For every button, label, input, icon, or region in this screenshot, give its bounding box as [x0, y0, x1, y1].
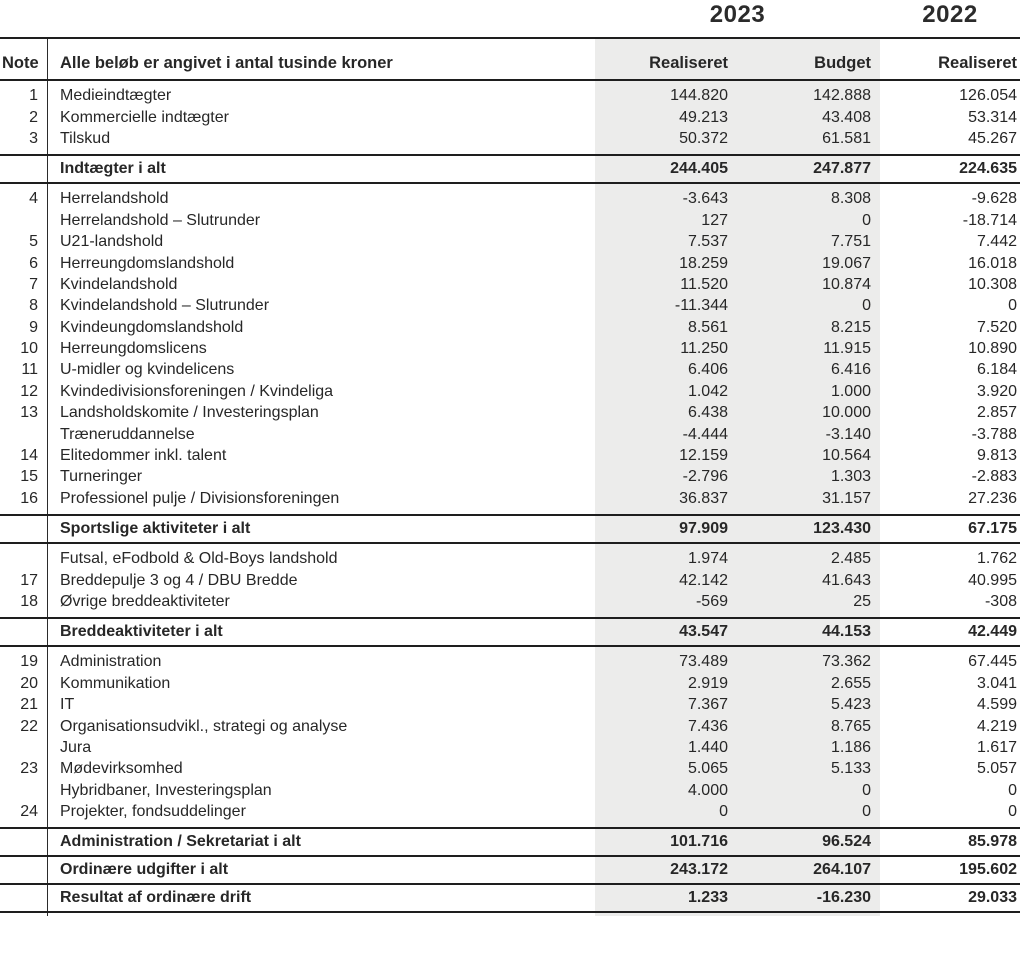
- budget-2023-value: 19.067: [822, 254, 871, 272]
- row-label: Projekter, fondsuddelinger: [60, 803, 246, 821]
- realiseret-2022-value: 195.602: [959, 861, 1017, 879]
- realiseret-2023-value: 1.974: [687, 550, 728, 568]
- realiseret-2022-value: 53.314: [968, 108, 1017, 126]
- row-label: Herrelandshold – Slutrunder: [60, 211, 261, 229]
- table-row: [0, 591, 1020, 612]
- realiseret-2022-value: 7.442: [976, 233, 1017, 251]
- table-row: [0, 154, 1020, 184]
- table-row: [0, 381, 1020, 402]
- row-label: Indtægter i alt: [60, 160, 166, 178]
- realiseret-2023-value: 6.438: [687, 404, 728, 422]
- row-label: Breddepulje 3 og 4 / DBU Bredde: [60, 571, 298, 589]
- realiseret-2022-value: 3.920: [976, 382, 1017, 400]
- realiseret-2023-value: 11.250: [680, 340, 728, 358]
- row-label: Breddeaktiviteter i alt: [60, 623, 223, 641]
- row-label: Resultat af ordinære drift: [60, 889, 252, 907]
- realiseret-2022-value: 1.762: [976, 550, 1017, 568]
- realiseret-2023-value: -4.444: [682, 425, 728, 443]
- row-label: Administration / Sekretariat i alt: [60, 833, 301, 851]
- table-row: [0, 827, 1020, 857]
- table-row: [0, 673, 1020, 694]
- table-row: [0, 780, 1020, 801]
- realiseret-2022-value: 126.054: [959, 87, 1017, 105]
- realiseret-2022-value: 67.175: [968, 520, 1017, 538]
- note-number: 22: [20, 717, 38, 735]
- realiseret-2023-value: 101.716: [670, 833, 728, 851]
- realiseret-2023-value: -11.344: [674, 297, 728, 315]
- realiseret-2022-value: 1.617: [976, 738, 1017, 756]
- realiseret-2023-value: 1.042: [687, 382, 728, 400]
- table-row: [0, 514, 1020, 544]
- realiseret-2022-value: 9.813: [976, 447, 1017, 465]
- realiseret-2023-value: 36.837: [679, 489, 728, 507]
- budget-2023-value: 5.423: [830, 696, 871, 714]
- budget-2023-value: 10.874: [822, 275, 871, 293]
- budget-2023-value: 2.655: [830, 674, 871, 692]
- table-row: [0, 253, 1020, 274]
- note-number: 13: [20, 404, 38, 422]
- row-label: Ordinære udgifter i alt: [60, 861, 229, 879]
- realiseret-2022-value: -3.788: [971, 425, 1017, 443]
- row-label: Kvindelandshold – Slutrunder: [60, 297, 270, 315]
- table-row: [0, 549, 1020, 570]
- budget-2023-value: 264.107: [813, 861, 871, 879]
- realiseret-2022-value: 45.267: [968, 129, 1017, 147]
- realiseret-2023-value: 6.406: [687, 361, 728, 379]
- budget-2023-value: 8.765: [830, 717, 871, 735]
- budget-2023-value: 7.751: [830, 233, 871, 251]
- realiseret-2022-value: 0: [1008, 297, 1017, 315]
- budget-2023-value: 123.430: [813, 520, 871, 538]
- table-row: [0, 737, 1020, 758]
- realiseret-2022-value: 10.890: [968, 340, 1017, 358]
- note-number: 16: [20, 489, 38, 507]
- budget-2023-value: 8.308: [830, 190, 871, 208]
- realiseret-2022-value: 0: [1008, 781, 1017, 799]
- table-row: [0, 231, 1020, 252]
- table-row: [0, 855, 1020, 885]
- budget-2023-value: 44.153: [822, 623, 871, 641]
- table-row: [0, 716, 1020, 737]
- realiseret-2022-value: -9.628: [971, 190, 1017, 208]
- table-row: [0, 296, 1020, 317]
- realiseret-2023-value: 12.159: [679, 447, 728, 465]
- table-row: [0, 317, 1020, 338]
- col-header-realiseret-2023: Realiseret: [649, 54, 728, 72]
- budget-2023-value: 96.524: [822, 833, 871, 851]
- row-label: Futsal, eFodbold & Old-Boys landshold: [60, 550, 338, 568]
- realiseret-2023-value: 0: [719, 803, 728, 821]
- budget-2023-value: 1.303: [830, 468, 871, 486]
- realiseret-2023-value: 43.547: [679, 623, 728, 641]
- note-number: 11: [21, 361, 38, 379]
- table-row: [0, 652, 1020, 673]
- realiseret-2023-value: -569: [695, 593, 728, 610]
- row-label: Øvrige breddeaktiviteter: [60, 593, 230, 610]
- row-label: Sportslige aktiviteter i alt: [60, 520, 251, 538]
- realiseret-2023-value: 7.367: [687, 696, 728, 714]
- budget-table: [0, 37, 1020, 913]
- budget-2023-value: 1.000: [830, 382, 871, 400]
- note-number: 18: [20, 593, 38, 610]
- realiseret-2023-value: 1.440: [687, 738, 728, 756]
- table-row: [0, 617, 1020, 647]
- row-label: IT: [60, 696, 75, 714]
- budget-2023-value: 73.362: [822, 653, 871, 671]
- row-label: Elitedommer inkl. talent: [60, 447, 227, 465]
- budget-2023-value: 5.133: [830, 760, 871, 778]
- realiseret-2023-value: 8.561: [687, 318, 728, 336]
- realiseret-2022-value: 7.520: [976, 318, 1017, 336]
- table-row: [0, 467, 1020, 488]
- row-label: Hybridbaner, Investeringsplan: [60, 781, 272, 799]
- realiseret-2022-value: 16.018: [968, 254, 1017, 272]
- table-row: [0, 338, 1020, 359]
- realiseret-2022-value: 224.635: [959, 160, 1017, 178]
- realiseret-2022-value: 0: [1008, 803, 1017, 821]
- realiseret-2023-value: 4.000: [687, 781, 728, 799]
- note-number: 23: [20, 760, 38, 778]
- table-row: [0, 883, 1020, 913]
- row-label: Landsholdskomite / Investeringsplan: [60, 404, 319, 422]
- note-number: 7: [29, 275, 38, 293]
- budget-2023-value: 6.416: [830, 361, 871, 379]
- table-row: [0, 128, 1020, 149]
- row-label: Turneringer: [60, 468, 143, 486]
- table-row: [0, 189, 1020, 210]
- note-number: 8: [29, 297, 38, 315]
- row-label: Herrelandshold: [60, 190, 169, 208]
- realiseret-2023-value: 11.520: [680, 275, 728, 293]
- note-number: 2: [29, 108, 38, 126]
- table-body: [0, 86, 1020, 914]
- note-number: 24: [20, 803, 38, 821]
- realiseret-2022-value: 85.978: [968, 833, 1017, 851]
- table-row: [0, 86, 1020, 107]
- realiseret-2022-value: 2.857: [976, 404, 1017, 422]
- budget-2023-value: 142.888: [813, 87, 871, 105]
- note-number: 10: [20, 340, 38, 358]
- row-label: Administration: [60, 653, 162, 671]
- realiseret-2022-value: 67.445: [968, 653, 1017, 671]
- row-label: Kommunikation: [60, 674, 171, 692]
- realiseret-2023-value: 244.405: [670, 160, 728, 178]
- realiseret-2022-value: 4.219: [976, 717, 1017, 735]
- budget-2023-value: 0: [862, 297, 871, 315]
- realiseret-2022-value: 5.057: [976, 760, 1017, 778]
- year-header-2023: 2023: [709, 1, 766, 28]
- table-row: [0, 488, 1020, 509]
- budget-2023-value: -3.140: [825, 425, 871, 443]
- table-row: [0, 210, 1020, 231]
- budget-2023-value: 0: [862, 211, 871, 229]
- note-number: 21: [20, 696, 38, 714]
- realiseret-2023-value: 144.820: [670, 87, 728, 105]
- note-number: 12: [20, 382, 38, 400]
- table-row: [0, 107, 1020, 128]
- realiseret-2023-value: 97.909: [679, 520, 728, 538]
- realiseret-2023-value: 73.489: [679, 653, 728, 671]
- budget-2023-value: 41.643: [822, 571, 871, 589]
- budget-2023-value: 1.186: [830, 738, 871, 756]
- row-label: Organisationsudvikl., strategi og analyse: [60, 717, 348, 735]
- row-label: Kvindelandshold: [60, 275, 178, 293]
- note-number: 6: [29, 254, 38, 272]
- realiseret-2023-value: 2.919: [687, 674, 728, 692]
- row-label: Herreungdomslicens: [60, 340, 207, 358]
- realiseret-2023-value: 7.537: [687, 233, 728, 251]
- table-row: [0, 801, 1020, 822]
- row-label: Jura: [60, 738, 92, 756]
- realiseret-2022-value: 29.033: [968, 889, 1017, 907]
- table-header-row: [0, 37, 1020, 81]
- note-number: 14: [20, 447, 38, 465]
- budget-2023-value: 0: [862, 781, 871, 799]
- table-row: [0, 274, 1020, 295]
- budget-2023-value: 10.000: [822, 404, 871, 422]
- realiseret-2023-value: -2.796: [682, 468, 728, 486]
- note-number: 19: [20, 653, 38, 671]
- col-header-realiseret-2022: Realiseret: [938, 54, 1017, 72]
- realiseret-2023-value: 18.259: [679, 254, 728, 272]
- budget-2023-value: 43.408: [822, 108, 871, 126]
- row-label: Kvindedivisionsforeningen / Kvindeliga: [60, 382, 334, 400]
- realiseret-2023-value: 127: [701, 211, 728, 229]
- note-number: 15: [20, 468, 38, 486]
- row-label: U21-landshold: [60, 233, 164, 251]
- table-row: [0, 403, 1020, 424]
- realiseret-2022-value: 6.184: [976, 361, 1017, 379]
- row-label: Professionel pulje / Divisionsforeningen: [60, 489, 340, 507]
- realiseret-2022-value: 4.599: [976, 696, 1017, 714]
- note-number: 17: [20, 571, 38, 589]
- year-header-2022: 2022: [922, 1, 978, 28]
- table-row: [0, 360, 1020, 381]
- note-number: 3: [29, 129, 38, 147]
- col-header-description: Alle beløb er angivet i antal tusinde kroner: [60, 54, 393, 72]
- row-label: Herreungdomslandshold: [60, 254, 235, 272]
- realiseret-2022-value: -2.883: [971, 468, 1017, 486]
- table-row: [0, 445, 1020, 466]
- budget-2023-value: 0: [862, 803, 871, 821]
- budget-2023-value: 8.215: [830, 318, 871, 336]
- realiseret-2023-value: 243.172: [670, 861, 728, 879]
- table-row: [0, 759, 1020, 780]
- row-label: Kommercielle indtægter: [60, 108, 229, 126]
- row-label: U-midler og kvindelicens: [60, 361, 235, 379]
- col-header-note: Note: [2, 54, 39, 72]
- realiseret-2022-value: 3.041: [976, 674, 1017, 692]
- note-number: 4: [29, 190, 38, 208]
- realiseret-2023-value: 1.233: [687, 889, 728, 907]
- budget-2023-value: 25: [853, 593, 871, 610]
- realiseret-2023-value: 49.213: [679, 108, 728, 126]
- note-number: 20: [20, 674, 38, 692]
- table-row: [0, 424, 1020, 445]
- table-row: [0, 694, 1020, 715]
- realiseret-2023-value: 42.142: [679, 571, 728, 589]
- budget-2023-value: 31.157: [822, 489, 871, 507]
- realiseret-2022-value: 27.236: [968, 489, 1017, 507]
- realiseret-2022-value: 10.308: [968, 275, 1017, 293]
- table-row: [0, 570, 1020, 591]
- realiseret-2023-value: 7.436: [687, 717, 728, 735]
- budget-2023-value: 11.915: [823, 340, 871, 358]
- col-header-budget-2023: Budget: [814, 54, 871, 72]
- note-number: 5: [29, 233, 38, 251]
- row-label: Medieindtægter: [60, 87, 172, 105]
- budget-2023-value: 247.877: [813, 160, 871, 178]
- budget-2023-value: 61.581: [822, 129, 871, 147]
- note-number: 1: [29, 87, 38, 105]
- row-label: Tilskud: [60, 129, 111, 147]
- budget-2023-value: -16.230: [816, 889, 871, 907]
- row-label: Kvindeungdomslandshold: [60, 318, 244, 336]
- realiseret-2022-value: -308: [984, 593, 1017, 610]
- realiseret-2023-value: -3.643: [682, 190, 728, 208]
- row-label: Mødevirksomhed: [60, 760, 183, 778]
- row-label: Træneruddannelse: [60, 425, 195, 443]
- realiseret-2023-value: 50.372: [679, 129, 728, 147]
- budget-2023-value: 10.564: [822, 447, 871, 465]
- note-number: 9: [29, 318, 38, 336]
- budget-2023-value: 2.485: [830, 550, 871, 568]
- realiseret-2022-value: 40.995: [968, 571, 1017, 589]
- realiseret-2023-value: 5.065: [687, 760, 728, 778]
- realiseret-2022-value: -18.714: [962, 211, 1017, 229]
- realiseret-2022-value: 42.449: [968, 623, 1017, 641]
